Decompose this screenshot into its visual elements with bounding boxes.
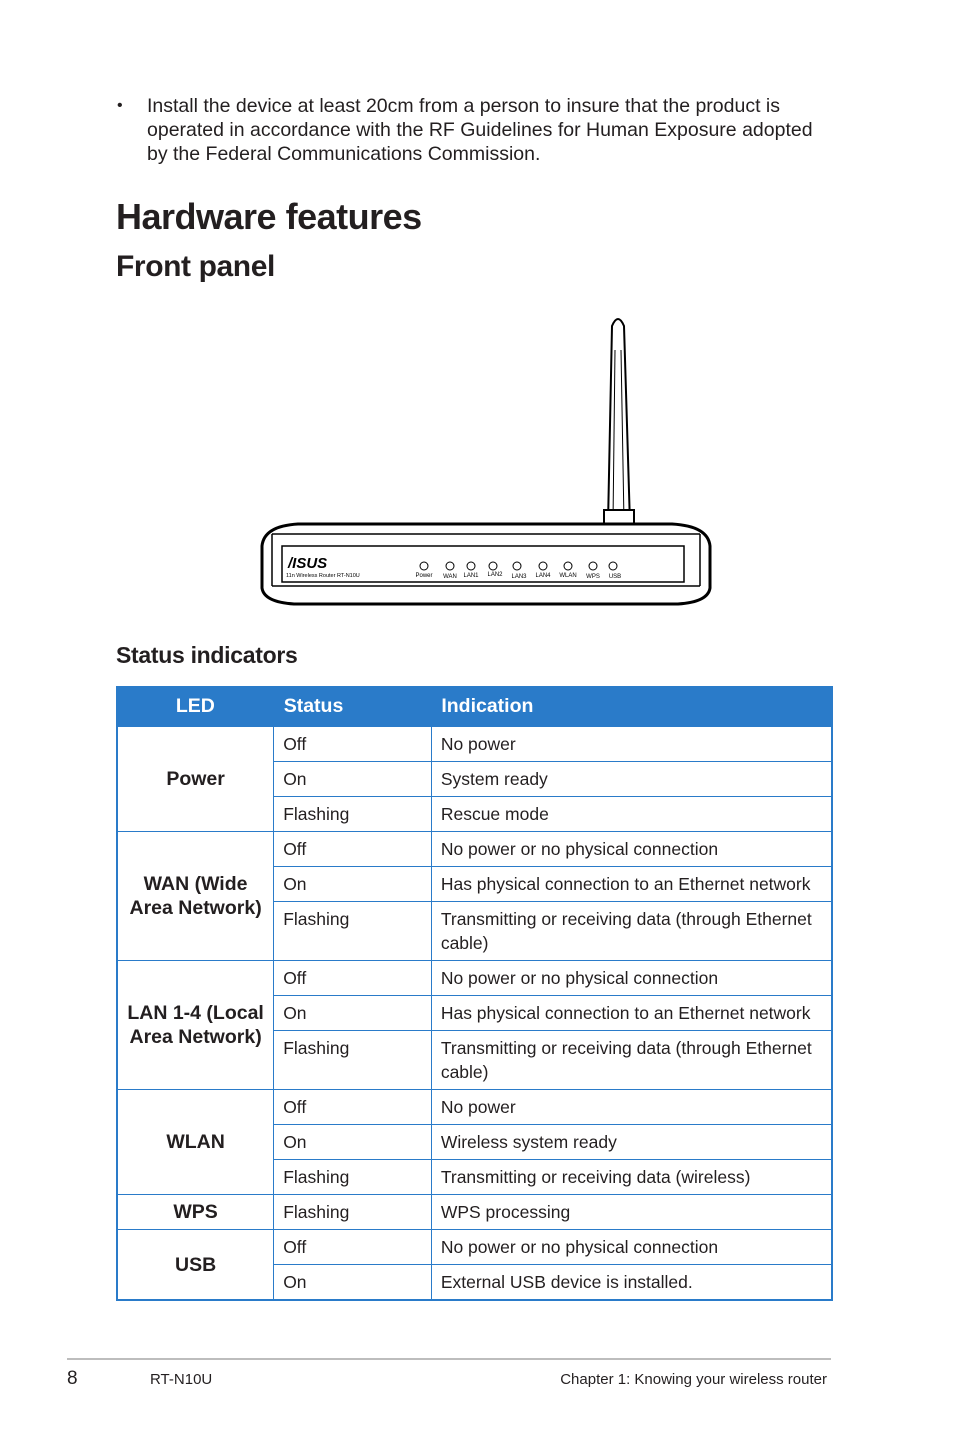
led-label-usb: USB (608, 574, 622, 580)
led-wan-indicator (446, 562, 454, 570)
status-cell: Flashing (274, 1160, 432, 1195)
led-lan1-indicator (467, 562, 475, 570)
indication-cell: No power or no physical connection (431, 832, 832, 867)
led-name-cell: WPS (117, 1195, 274, 1230)
safety-note-text: Install the device at least 20cm from a person to insure that the product is operated in accordance with the RF Guidelines for Human Exposure adopted by the Federal Communications Commission. (147, 95, 813, 165)
column-header-status: Status (274, 687, 432, 726)
column-header-led: LED (117, 687, 274, 726)
status-cell: On (274, 1125, 432, 1160)
status-cell: On (274, 867, 432, 902)
footer-divider (67, 1358, 831, 1360)
indication-cell: No power or no physical connection (431, 1230, 832, 1265)
status-cell: On (274, 996, 432, 1031)
led-lan4-indicator (539, 562, 547, 570)
led-lan2-indicator (489, 562, 497, 570)
indication-cell: Has physical connection to an Ethernet network (431, 996, 832, 1031)
table-header-row (117, 687, 832, 726)
page-number: 8 (67, 1368, 78, 1389)
led-label-wlan: WLAN (559, 573, 577, 579)
led-name-cell: Power (117, 726, 274, 832)
indication-cell: No power (431, 1090, 832, 1125)
router-brand: /ISUS (288, 555, 328, 572)
led-label-lan3: LAN3 (511, 574, 527, 580)
led-name-cell: WLAN (117, 1090, 274, 1195)
indication-cell: Transmitting or receiving data (through Ethernet cable) (431, 1031, 832, 1090)
led-wps-indicator (589, 562, 597, 570)
router-model-text: 11n Wireless Router RT-N10U (286, 573, 360, 579)
indication-cell: No power or no physical connection (431, 961, 832, 996)
led-label-wps: WPS (586, 574, 600, 580)
section-heading: Front panel (116, 250, 275, 283)
led-usb-indicator (609, 562, 617, 570)
led-label-wan: WAN (443, 574, 457, 580)
indication-cell: Wireless system ready (431, 1125, 832, 1160)
page-heading: Hardware features (116, 196, 422, 237)
table-row (117, 1195, 832, 1230)
indication-cell: Has physical connection to an Ethernet network (431, 867, 832, 902)
status-cell: Off (274, 1230, 432, 1265)
led-name-cell: LAN 1-4 (Local Area Network) (117, 961, 274, 1090)
status-cell: Off (274, 1090, 432, 1125)
status-indicators-heading: Status indicators (116, 642, 298, 668)
table-row (117, 1090, 832, 1125)
table-row (117, 1230, 832, 1265)
table-row (117, 961, 832, 996)
footer-model: RT-N10U (150, 1371, 213, 1388)
indication-cell: External USB device is installed. (431, 1265, 832, 1301)
status-cell: Off (274, 726, 432, 762)
indication-cell: System ready (431, 762, 832, 797)
led-name-cell: USB (117, 1230, 274, 1301)
indication-cell: Transmitting or receiving data (through Ethernet cable) (431, 902, 832, 961)
status-cell: Flashing (274, 1031, 432, 1090)
led-name-cell: WAN (Wide Area Network) (117, 832, 274, 961)
status-cell: On (274, 762, 432, 797)
column-header-indication: Indication (431, 687, 832, 726)
indication-cell: No power (431, 726, 832, 762)
status-cell: Flashing (274, 797, 432, 832)
indication-cell: WPS processing (431, 1195, 832, 1230)
led-power-indicator (420, 562, 428, 570)
bullet-symbol: • (117, 97, 123, 114)
led-label-power: Power (415, 573, 433, 579)
indication-cell: Rescue mode (431, 797, 832, 832)
status-cell: Flashing (274, 902, 432, 961)
status-indicators-table (116, 686, 833, 1301)
status-cell: Off (274, 961, 432, 996)
table-row (117, 726, 832, 762)
led-lan3-indicator (513, 562, 521, 570)
footer-chapter: Chapter 1: Knowing your wireless router (560, 1371, 827, 1388)
table-row (117, 832, 832, 867)
led-label-lan2: LAN2 (487, 572, 503, 578)
led-wlan-indicator (564, 562, 572, 570)
router-front-panel-illustration (258, 310, 714, 610)
status-cell: Off (274, 832, 432, 867)
led-label-lan4: LAN4 (535, 573, 551, 579)
status-cell: Flashing (274, 1195, 432, 1230)
status-cell: On (274, 1265, 432, 1301)
led-label-lan1: LAN1 (463, 573, 479, 579)
indication-cell: Transmitting or receiving data (wireless) (431, 1160, 832, 1195)
